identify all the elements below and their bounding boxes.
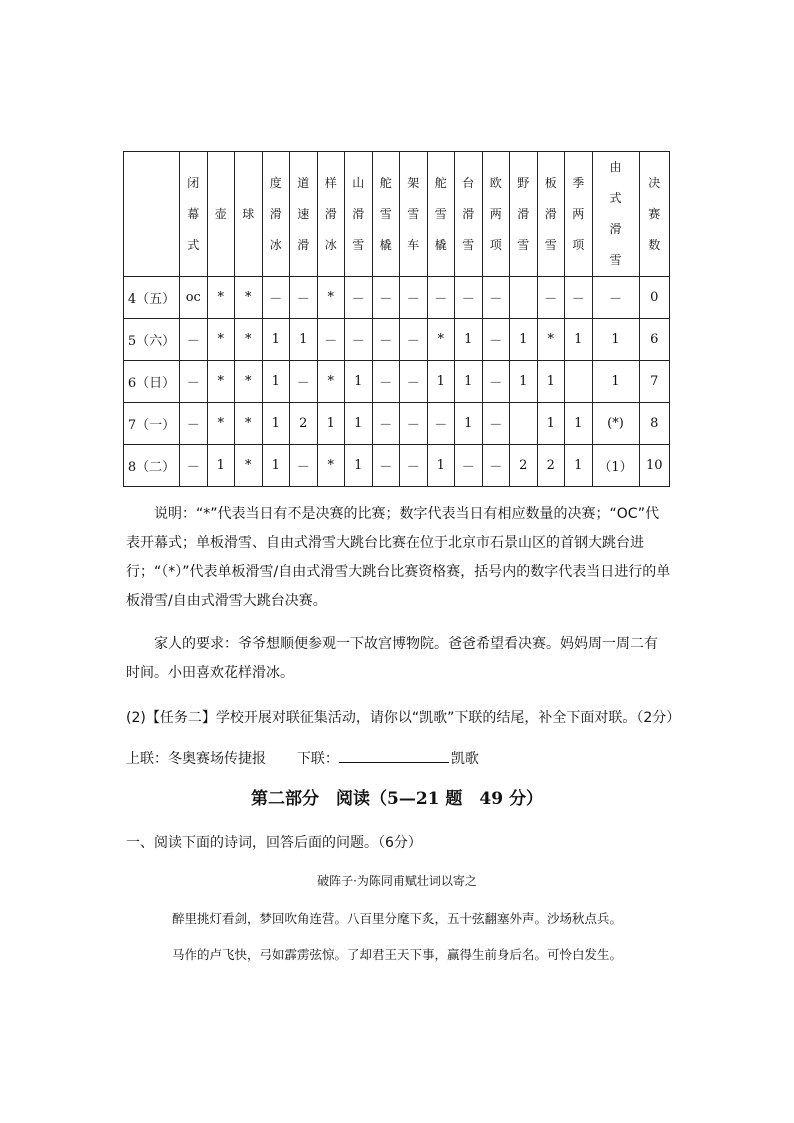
table-row [124,403,670,445]
column-header-char: 式 [609,191,622,205]
column-header-char: 欧 [489,175,502,190]
table-cell: 7 [639,361,670,403]
column-header [207,152,235,277]
table-cell: 1 [537,361,565,403]
table-cell: * [207,319,235,361]
column-header [537,152,565,277]
table-cell: 1 [317,403,345,445]
table-cell: － [400,445,428,487]
row-date-label: 7（一） [124,403,180,445]
table-cell: 1 [565,445,593,487]
column-header-char: 幕 [187,206,200,221]
table-cell: － [372,445,400,487]
table-cell: 2 [510,445,538,487]
column-header-char: 样 [324,175,337,190]
table-cell: 1 [455,319,483,361]
column-header-char: 橇 [379,237,392,252]
column-header-char: 雪 [517,237,530,252]
table-cell: － [592,277,639,319]
column-header-char: 速 [297,206,310,221]
table-cell [510,403,538,445]
olympic-schedule-table [123,151,670,487]
table-cell: 1 [510,361,538,403]
question-1-prompt: 一、阅读下面的诗词，回答后面的问题。（6分） [126,835,422,851]
column-header [482,152,510,277]
row-date-label: 6（日） [124,361,180,403]
poem-title: 破阵子·为陈同甫赋壮词以寄之 [317,874,477,888]
column-header-char: 冰 [269,237,282,252]
column-header-char: 滑 [609,222,622,236]
table-cell: － [372,319,400,361]
table-cell: * [207,277,235,319]
table-cell: * [235,445,263,487]
table-cell: － [262,277,290,319]
table-header-row [124,152,670,277]
table-cell: － [400,403,428,445]
table-cell: － [290,445,318,487]
table-cell: * [207,403,235,445]
column-header [592,152,639,277]
table-cell: － [455,277,483,319]
column-header [565,152,593,277]
table-row [124,319,670,361]
column-header-char: 决 [648,175,661,190]
table-cell: － [482,403,510,445]
table-cell: * [317,445,345,487]
couplet-line [126,748,479,768]
table-cell: － [180,361,208,403]
table-cell: － [482,361,510,403]
table-cell: － [345,277,373,319]
column-header-char: 雪 [407,206,420,221]
column-header [290,152,318,277]
poem-line-2: 马作的卢飞快，弓如霹雳弦惊。了却君王天下事，赢得生前身后名。可怜白发生。 [171,947,622,962]
table-cell: － [482,445,510,487]
row-date-label: 5（六） [124,319,180,361]
table-cell: * [537,319,565,361]
table-cell: － [400,277,428,319]
table-cell: － [482,319,510,361]
table-cell: － [427,277,455,319]
column-header-char: 两 [489,206,502,221]
column-header-char: 式 [187,237,200,252]
table-cell: * [317,277,345,319]
column-header-char: 舵 [434,175,447,190]
column-header-char: 度 [269,175,282,190]
table-cell: * [317,361,345,403]
table-cell [565,361,593,403]
column-header-char: 滑 [269,206,282,221]
table-cell: － [345,319,373,361]
column-header-char: 季 [572,175,585,190]
column-header [345,152,373,277]
table-cell [510,277,538,319]
couplet-lower-end: 凯歌 [450,751,479,767]
column-header-char: 雪 [379,206,392,221]
table-cell: 1 [345,445,373,487]
column-header-char: 闭 [187,175,200,190]
column-header-char: 项 [572,237,585,252]
column-header [400,152,428,277]
column-header-char: 雪 [609,253,622,267]
column-header-char: 野 [517,175,530,190]
column-header-char: 舵 [379,175,392,190]
table-cell: 2 [290,403,318,445]
table-cell: 1 [290,319,318,361]
table-cell: 1 [455,403,483,445]
column-header-char: 壶 [214,206,227,221]
column-header-char: 雪 [352,237,365,252]
table-cell: * [427,319,455,361]
table-cell: * [207,361,235,403]
table-row [124,361,670,403]
table-cell: － [372,403,400,445]
row-date-label: 4（五） [124,277,180,319]
table-cell: － [180,403,208,445]
column-header-char: 赛 [648,206,661,221]
table-note-paragraph: 说明：“*”代表当日有不是决赛的比赛；数字代表当日有相应数量的决赛；“OC”代表开幕式；单板滑雪、自由式滑雪大跳台比赛在位于北京市石景山区的首钢大跳台进行；“（*）”代表单板滑雪/自由式滑雪大跳台比赛资格赛，括号内的数字代表当日进行的单板滑雪/自由式滑雪大跳台决赛。 [126,506,671,609]
table-cell: (*) [592,403,639,445]
table-cell: * [235,319,263,361]
column-header [180,152,208,277]
column-header-char: 项 [489,237,502,252]
column-header-char: 数 [648,237,661,252]
table-cell: 1 [262,361,290,403]
column-header-char: 车 [407,237,420,252]
table-cell: * [235,403,263,445]
table-cell: 1 [262,319,290,361]
table-cell: 1 [537,403,565,445]
couplet-answer-blank[interactable] [339,748,449,763]
column-header-char: 滑 [324,206,337,221]
column-header-char: 滑 [297,237,310,252]
table-cell: － [400,361,428,403]
column-header-char: 球 [242,206,255,221]
table-cell: 1 [565,319,593,361]
column-header [372,152,400,277]
column-header-char: 滑 [517,206,530,221]
table-cell: － [317,319,345,361]
column-header [317,152,345,277]
couplet-lower-label: 下联： [296,751,339,767]
column-header-char: 雪 [544,237,557,252]
task2-prompt: (2)【任务二】学校开展对联征集活动，请你以“凯歌”下联的结尾，补全下面对联。（2分） [126,710,681,726]
column-header-char: 台 [462,175,475,190]
couplet-upper: 上联：冬奥赛场传捷报 [126,751,266,767]
table-corner-cell [124,152,180,277]
table-cell: 1 [427,361,455,403]
table-cell: － [180,319,208,361]
table-cell: 1 [345,361,373,403]
table-cell: oc [180,277,208,319]
table-row [124,445,670,487]
column-header [455,152,483,277]
table-cell: 1 [565,403,593,445]
table-cell: （1） [592,445,639,487]
column-header-char: 橇 [434,237,447,252]
column-header-char: 板 [544,175,557,190]
table-cell: * [235,361,263,403]
table-cell: 1 [345,403,373,445]
table-cell: 6 [639,319,670,361]
column-header-char: 架 [407,175,420,190]
table-cell: － [482,277,510,319]
table-cell: 0 [639,277,670,319]
column-header-char: 雪 [462,237,475,252]
table-cell: 1 [207,445,235,487]
table-cell: － [180,445,208,487]
table-cell: 1 [592,319,639,361]
family-requirements-paragraph: 家人的要求：爷爷想顺便参观一下故宫博物院。爸爸希望看决赛。妈妈周一周二有时间。小田喜欢花样滑冰。 [126,636,658,681]
table-cell: － [290,277,318,319]
column-header [639,152,670,277]
column-header-char: 由 [609,160,622,174]
column-header-char: 滑 [462,206,475,221]
column-header-char: 冰 [324,237,337,252]
table-cell: － [372,361,400,403]
table-cell: － [400,319,428,361]
table-body [124,277,670,487]
table-row [124,277,670,319]
column-header-char: 山 [352,175,365,190]
table-cell: 1 [592,361,639,403]
table-cell: 1 [262,445,290,487]
column-header-char: 滑 [352,206,365,221]
column-header-char: 道 [297,175,310,190]
table-cell: 10 [639,445,670,487]
column-header [262,152,290,277]
table-cell: － [290,361,318,403]
table-cell: 1 [455,361,483,403]
table-cell: 2 [537,445,565,487]
poem-line-1: 醉里挑灯看剑，梦回吹角连营。八百里分麾下炙，五十弦翻塞外声。沙场秋点兵。 [171,911,622,926]
table-cell: 1 [262,403,290,445]
table-cell: － [427,403,455,445]
column-header-char: 滑 [544,206,557,221]
table-cell: － [565,277,593,319]
column-header [510,152,538,277]
table-cell: 8 [639,403,670,445]
table-cell: － [372,277,400,319]
table-cell: － [537,277,565,319]
column-header-char: 两 [572,206,585,221]
row-date-label: 8（二） [124,445,180,487]
column-header [235,152,263,277]
column-header [427,152,455,277]
table-cell: － [455,445,483,487]
table-cell: 1 [510,319,538,361]
table-cell: * [235,277,263,319]
section-heading: 第二部分 阅读（5—21 题 49 分） [251,789,543,809]
column-header-char: 雪 [434,206,447,221]
table-cell: 1 [427,445,455,487]
